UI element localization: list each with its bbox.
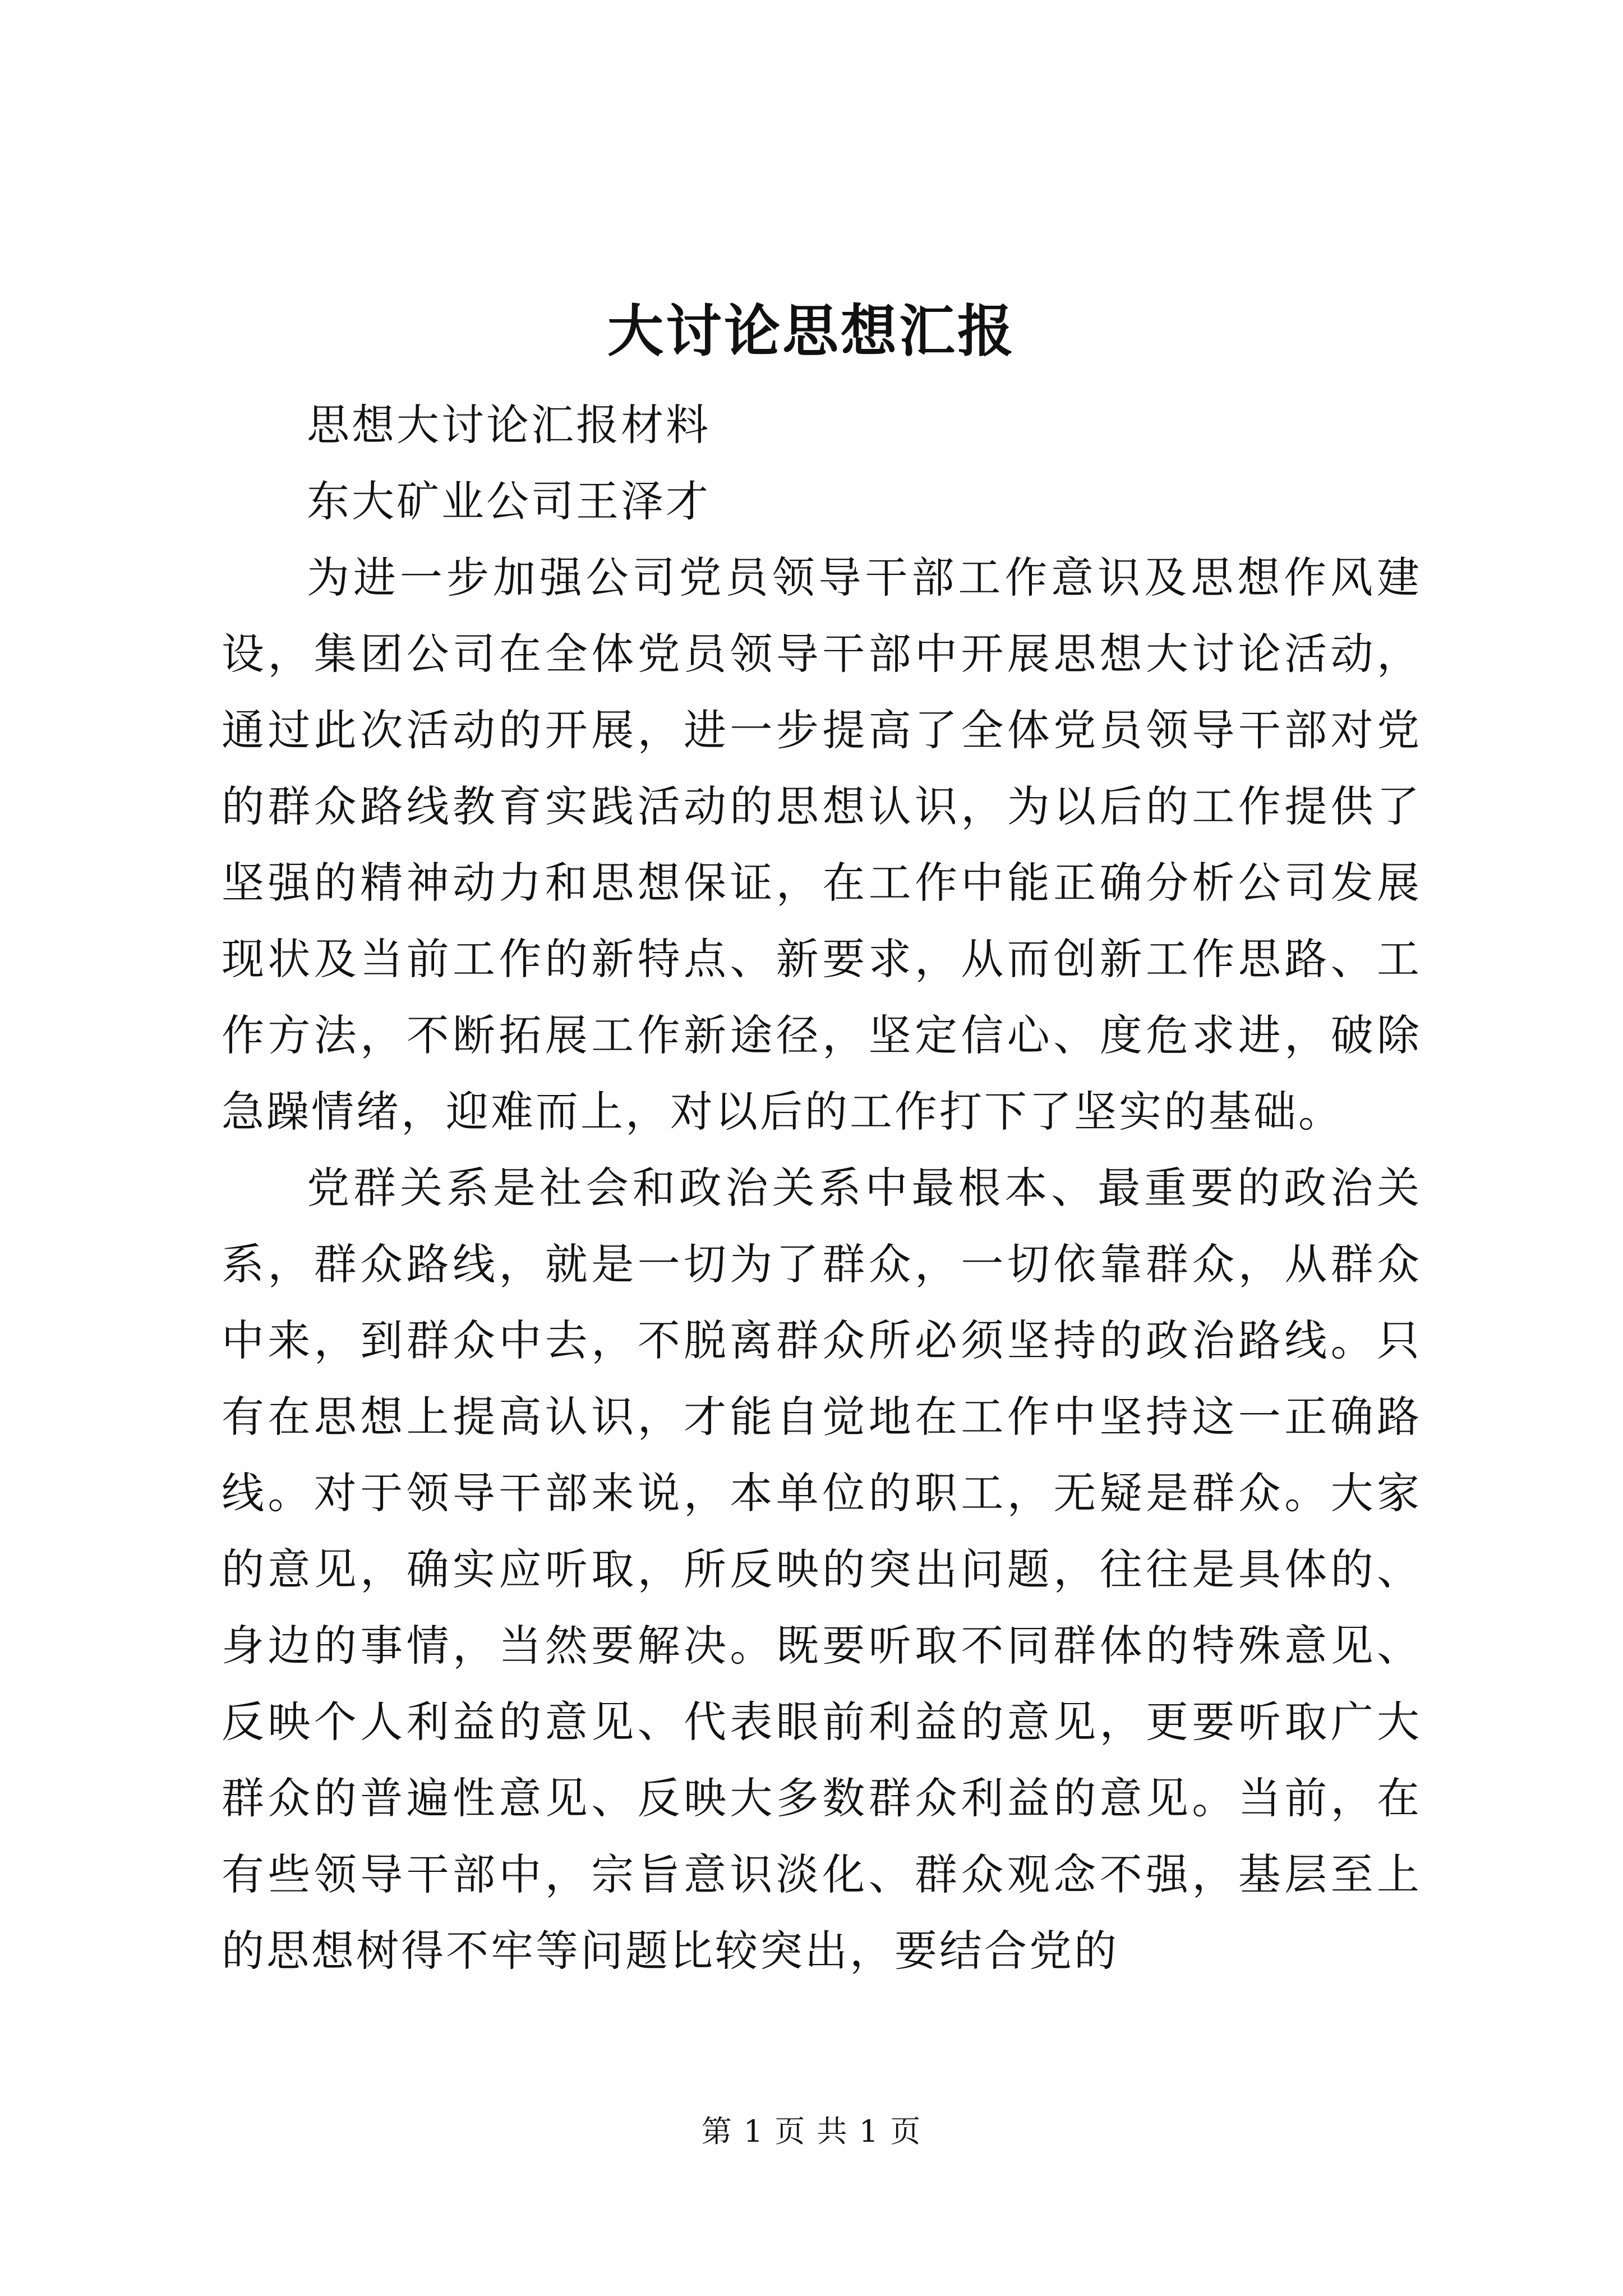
page-footer: 第 1 页 共 1 页: [701, 2114, 922, 2149]
body-paragraph: 为进一步加强公司党员领导干部工作意识及思想作风建设，集团公司在全体党员领导干部中开展思想大讨论活动，通过此次活动的开展，进一步提高了全体党员领导干部对党的群众路线教育实践活动的思想认识，为以后的工作提供了坚强的精神动力和思想保证，在工作中能正确分析公司发展现状及当前工作的新特点、新要求，从而创新工作思路、工作方法，不断拓展工作新途径，坚定信心、度危求进，破除急躁情绪，迎难而上，对以后的工作打下了坚实的基础。: [222, 553, 1422, 1137]
document-body: [222, 387, 1422, 1989]
body-paragraph: 党群关系是社会和政治关系中最根本、最重要的政治关系，群众路线，就是一切为了群众，一切依靠群众，从群众中来，到群众中去，不脱离群众所必须坚持的政治路线。只有在思想上提高认识，才能自觉地在工作中坚持这一正确路线。对于领导干部来说，本单位的职工，无疑是群众。大家的意见，确实应听取，所反映的突出问题，往往是具体的、身边的事情，当然要解决。既要听取不同群体的特殊意见、反映个人利益的意见、代表眼前利益的意见，更要听取广大群众的普遍性意见、反映大多数群众利益的意见。当前，在有些领导干部中，宗旨意识淡化、群众观念不强，基层至上的思想树得不牢等问题比较突出，要结合党的: [222, 1163, 1422, 1976]
subtitle-line: 思想大讨论汇报材料: [307, 400, 711, 450]
document-title: 大讨论思想汇报: [607, 298, 1016, 364]
author-line: 东大矿业公司王泽才: [307, 476, 711, 526]
